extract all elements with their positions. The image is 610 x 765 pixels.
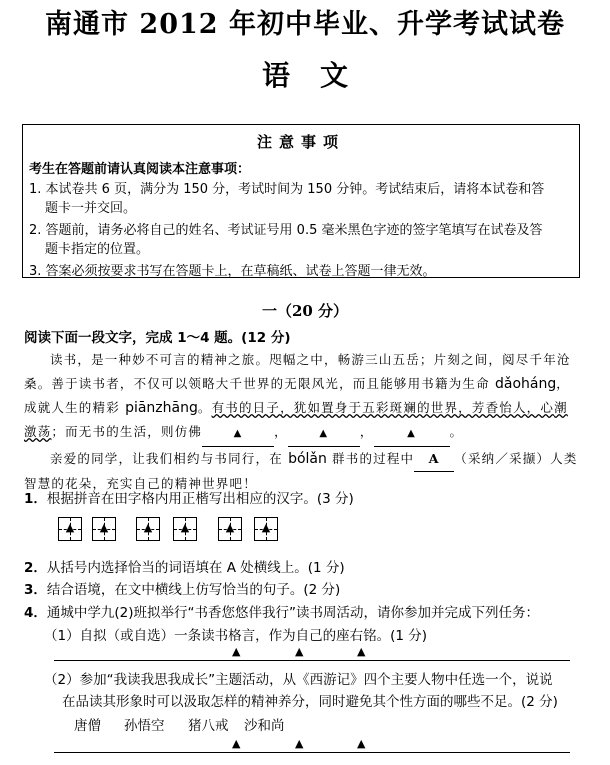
character-option: 孙悟空: [124, 718, 165, 734]
triangle-marker: ▲: [407, 428, 416, 439]
passage-text: ，: [556, 376, 570, 391]
triangle-marker: ▲: [295, 737, 304, 750]
notice-item-line: 题卡一并交回。: [45, 201, 137, 216]
triangle-marker: ▲: [65, 521, 75, 534]
wavy-underlined-sentence: 有书的日子，犹如置身于五彩斑斓的世界，芳香怡人，心: [211, 400, 555, 415]
subject-title: 语文: [261, 59, 378, 92]
character-option: 沙和尚: [244, 718, 285, 734]
triangle-marker: ▲: [261, 521, 271, 534]
passage-text: 亲爱的同学，让我们相约与书同行，在: [50, 451, 289, 466]
pinyin-bolan: bólǎn: [288, 451, 327, 467]
triangle-marker: ▲: [180, 521, 190, 534]
triangle-marker: ▲: [225, 521, 235, 534]
imitation-blank-2[interactable]: [288, 420, 360, 447]
triangle-marker: ▲: [357, 645, 366, 658]
pinyin-pianzhang: piānzhāng: [125, 400, 198, 416]
notice-item-line: 3. 答案必须按要求书写在答题卡上，在草稿纸、试卷上答题一律无效。: [29, 264, 436, 279]
triangle-marker: ▲: [143, 521, 153, 534]
passage-text: （采纳／采撷）人: [454, 451, 564, 466]
notice-item: [29, 180, 571, 218]
notice-title: 注意事项: [256, 133, 345, 151]
answer-line-q4-2[interactable]: [54, 752, 570, 753]
reading-passage: [24, 348, 580, 496]
passage-text: 桑。善于读书者，不仅可以领略大千世界的无限风光，而且能够用书籍为生命: [24, 376, 495, 391]
question-text: 结合语境，在文中横线上仿写恰当的句子。(2 分): [46, 582, 341, 598]
section-heading: 一（20 分）: [261, 302, 349, 320]
tianzige-box[interactable]: [58, 517, 82, 541]
question-2: [24, 556, 345, 576]
character-option: 唐僧: [74, 718, 101, 734]
character-option: 猪八戒: [188, 718, 229, 734]
notice-item-line: 题卡指定的位置。: [45, 242, 150, 257]
question-4-1: （1）自拟（或自选）一条读书格言，作为自己的座右铭。(1 分): [44, 628, 428, 644]
passage-text: 成就人生的精彩: [24, 400, 126, 415]
notice-item: [29, 221, 571, 259]
answer-line-q4-1[interactable]: [54, 660, 570, 661]
question-number: 1．: [24, 491, 47, 507]
tianzige-box[interactable]: [92, 517, 116, 541]
reading-instruction: 阅读下面一段文字，完成 1～4 题。(12 分): [24, 330, 291, 346]
notice-item-line: 2. 答题前，请务必将自己的姓名、考试证号用 0.5 毫米黑色字迹的签字笔填写在试卷及答: [29, 223, 543, 238]
question-text: 通城中学九(2)班拟举行“书香您悠伴我行”读书周活动，请你参加并完成下列任务：: [46, 605, 540, 621]
passage-text: ；而无书的生活，则仿佛: [51, 424, 203, 439]
triangle-marker: ▲: [232, 737, 241, 750]
exam-title: 南通市 2012 年初中毕业、升学考试试卷: [45, 9, 565, 40]
tianzige-box[interactable]: [136, 517, 160, 541]
question-text: 从括号内选择恰当的词语填在 A 处横线上。(1 分): [46, 560, 345, 576]
notice-intro: 考生在答题前请认真阅读本注意事项：: [29, 162, 251, 177]
triangle-marker: ▲: [295, 645, 304, 658]
question-1: [24, 487, 354, 507]
notice-box: [22, 124, 580, 278]
tianzige-box[interactable]: [218, 517, 242, 541]
triangle-marker: ▲: [319, 428, 329, 439]
triangle-marker: ▲: [99, 521, 109, 534]
question-number: 3．: [24, 582, 47, 598]
imitation-blank-1[interactable]: [202, 420, 274, 447]
question-text: 根据拼音在田字格内用正楷写出相应的汉字。(3 分): [46, 491, 354, 507]
notice-item-line: 1. 本试卷共 6 页，满分为 150 分，考试时间为 150 分钟。考试结束后，请将本试卷和答: [29, 182, 545, 197]
question-number: 4．: [24, 605, 47, 621]
question-4: [24, 601, 539, 621]
tianzige-box[interactable]: [173, 517, 197, 541]
question-4-2-line-2: 在品读其形象时可以汲取怎样的精神养分，同时避免其个性方面的哪些不足。(2 分): [62, 694, 558, 710]
question-3: [24, 578, 340, 598]
notice-item: [29, 262, 571, 281]
passage-text: 类智慧的花朵，充实自己的精神世界吧！: [24, 451, 578, 491]
wavy-underlined-sentence: 潮激荡: [24, 400, 568, 439]
triangle-marker: ▲: [233, 428, 243, 439]
tianzige-box[interactable]: [254, 517, 278, 541]
triangle-marker: ▲: [232, 645, 241, 658]
passage-text: 读书，是一种妙不可言的精神之旅。咫幅之中，畅游三山五岳；片刻之间，阅尽千年沧: [50, 352, 571, 367]
imitation-blank-3[interactable]: [374, 420, 450, 447]
blank-a[interactable]: A: [414, 447, 454, 472]
triangle-marker: ▲: [357, 737, 366, 750]
pinyin-daohang: dǎoháng: [494, 376, 557, 392]
passage-paragraph-1: 读书，是一种妙不可言的精神之旅。咫幅之中，畅游三山五岳；片刻之间，阅尽千年沧桑。善于读书者，不仅可以领略大千世界的无限风光，而且能够用书籍为生命 dǎoháng，成就人生的精彩 piānzhāng。有书的日子，犹如置身于五彩斑斓的世界，芳香怡人，心潮激荡；而无书的生活，则仿佛 ▲ ， ▲ ， ▲ 。: [24, 348, 580, 447]
passage-text: 群书的过程中: [326, 451, 415, 466]
question-4-2-line-1: （2）参加“我读我思我成长”主题活动，从《西游记》四个主要人物中任选一个，说说: [44, 672, 553, 688]
passage-text: 。: [197, 400, 212, 415]
question-number: 2．: [24, 560, 47, 576]
